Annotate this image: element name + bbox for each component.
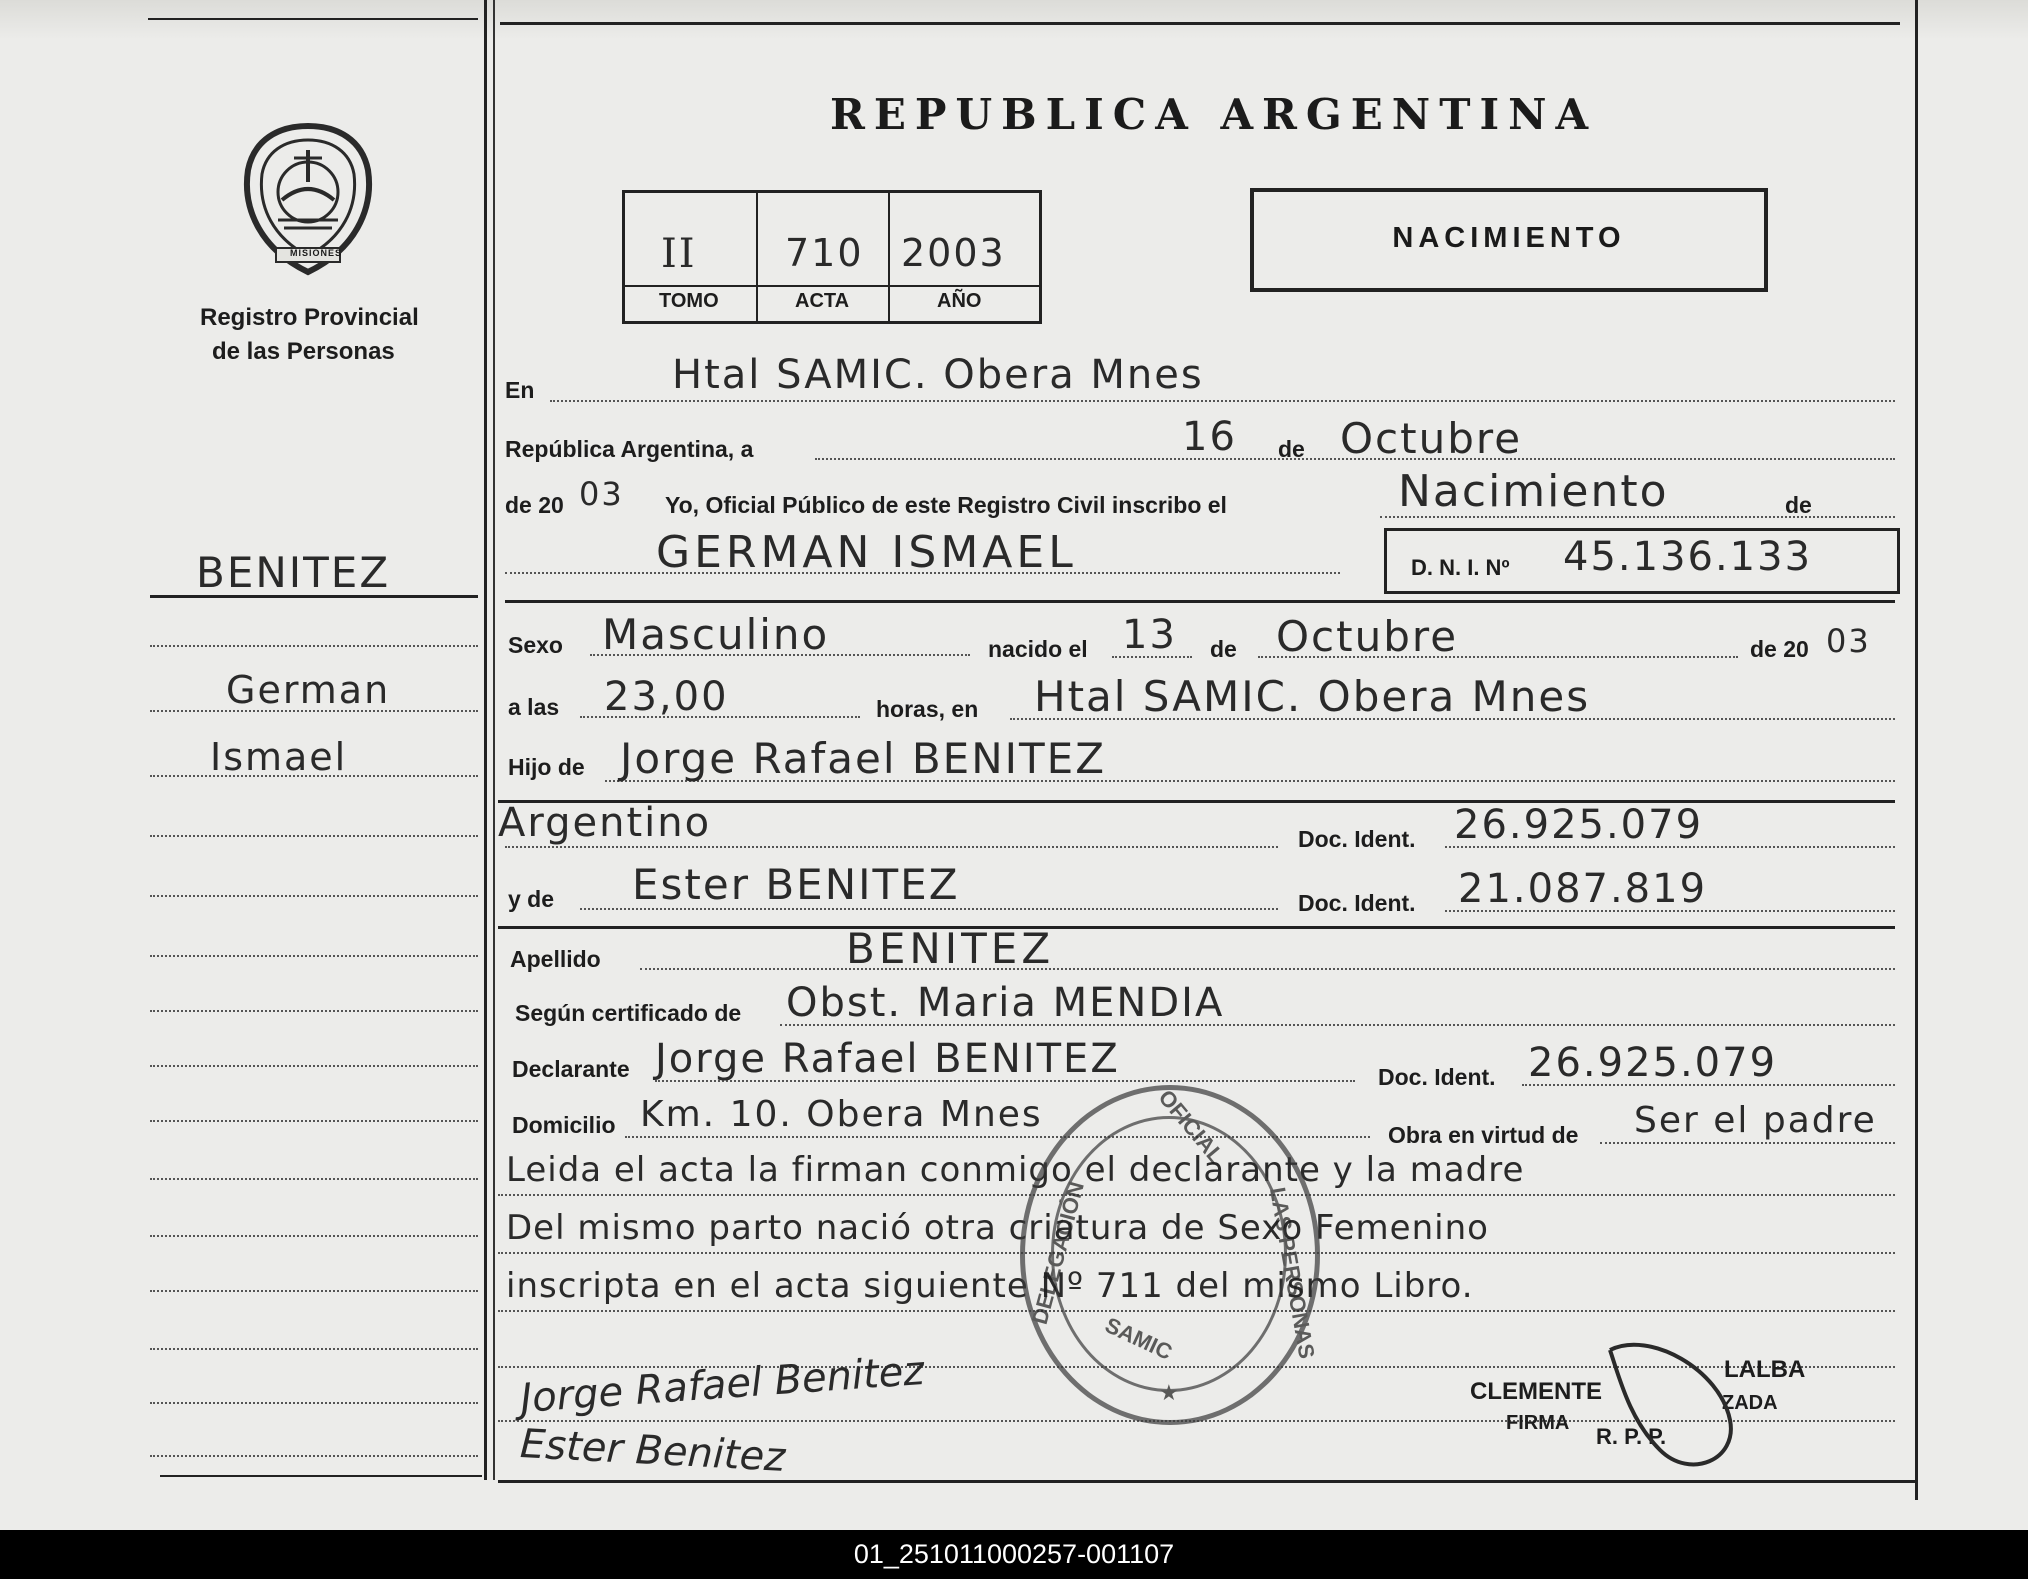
tomo-value: II: [661, 231, 697, 277]
official-signature-mark: [1590, 1330, 1750, 1480]
birth-place-value: Htal SAMIC. Obera Mnes: [1034, 672, 1591, 721]
margin-dotted-line: [150, 1065, 478, 1067]
day-value: 16: [1182, 414, 1237, 460]
margin-dotted-line: [150, 1235, 478, 1237]
book-reference-box: [622, 190, 1042, 324]
alas-label: a las: [508, 694, 560, 720]
stamp-text-center: SAMIC: [1101, 1312, 1177, 1365]
declarante-doc-label: Doc. Ident.: [1378, 1064, 1496, 1090]
column-divider-inner: [493, 0, 495, 1480]
declarante-value: Jorge Rafael BENITEZ: [655, 1036, 1120, 1082]
margin-surname: BENITEZ: [196, 548, 391, 597]
declarante-label: Declarante: [512, 1056, 630, 1082]
mother-signature: Ester Benitez: [518, 1421, 787, 1481]
obra-dotted-line: [1600, 1142, 1895, 1144]
section-rule-1: [505, 600, 1895, 603]
note-line1: Leida el acta la firman conmigo el declarante y la madre: [506, 1150, 1525, 1190]
nationality-dotted-line: [505, 846, 1278, 848]
margin-bottom-rule: [160, 1475, 482, 1477]
act-type-title: NACIMIENTO: [1392, 222, 1626, 254]
birth-year-suffix: 03: [1826, 622, 1871, 660]
stamp-star-icon: ★: [1159, 1380, 1179, 1405]
apellido-value: BENITEZ: [846, 924, 1055, 973]
child-name-value: GERMAN ISMAEL: [656, 527, 1077, 578]
official-rpp-label: R. P. P.: [1596, 1424, 1667, 1449]
father-signature: Jorge Rafael Benitez: [518, 1347, 926, 1423]
margin-dotted-line: [150, 775, 478, 777]
stamp-text-right: LAS PERSONAS: [1264, 1185, 1320, 1361]
act-value: Nacimiento: [1398, 466, 1669, 517]
year-suffix-value: 03: [579, 475, 624, 513]
hour-value: 23,00: [604, 674, 729, 720]
birth-day-value: 13: [1122, 612, 1177, 658]
segun-label: Según certificado de: [515, 1000, 742, 1026]
registry-name-line2: de las Personas: [212, 338, 395, 365]
margin-dotted-line: [150, 645, 478, 647]
tomo-label: TOMO: [659, 290, 719, 312]
acta-value: 710: [785, 231, 864, 275]
registry-name-line1: Registro Provincial: [200, 304, 419, 331]
obra-label: Obra en virtud de: [1388, 1122, 1579, 1148]
official-name-line1: CLEMENTE: [1470, 1378, 1602, 1405]
form-bottom-rule: [498, 1480, 1915, 1483]
father-doc-label: Doc. Ident.: [1298, 826, 1416, 852]
margin-dotted-line: [150, 1290, 478, 1292]
anio-label: AÑO: [937, 290, 982, 312]
declarante-doc-value: 26.925.079: [1528, 1040, 1778, 1086]
note-line2: Del mismo parto nació otra criatura de Sexo Femenino: [506, 1208, 1489, 1248]
en-label: En: [505, 377, 535, 403]
dni-label: D. N. I. Nº: [1411, 555, 1510, 580]
scan-id-label: 01_251011000257-001107: [0, 1530, 2028, 1579]
stamp-text-left: DELEGACIÓN: [1026, 1178, 1089, 1327]
father-nationality-value: Argentino: [498, 800, 712, 846]
top-rule-right: [500, 22, 1900, 25]
mother-doc-label: Doc. Ident.: [1298, 890, 1416, 916]
official-name-line2b: ZADA: [1722, 1392, 1778, 1414]
horas-label: horas, en: [876, 696, 979, 722]
margin-dotted-line: [150, 1348, 478, 1350]
margin-dotted-line: [150, 1402, 478, 1404]
domicilio-label: Domicilio: [512, 1112, 616, 1138]
sexo-label: Sexo: [508, 632, 563, 658]
office-stamp: [1020, 1085, 1320, 1425]
margin-dotted-line: [150, 1120, 478, 1122]
birth-year-prefix: de 20: [1750, 636, 1809, 662]
yde-label: y de: [508, 886, 555, 912]
margin-dotted-line: [150, 835, 478, 837]
note-line3: inscripta en el acta siguiente Nº 711 del mismo Libro.: [506, 1266, 1474, 1306]
margin-dotted-line: [150, 1010, 478, 1012]
dni-value: 45.136.133: [1563, 534, 1813, 580]
margin-dotted-line: [150, 1178, 478, 1180]
official-name-line1b: LALBA: [1724, 1356, 1806, 1383]
rep-label: República Argentina, a: [505, 436, 754, 462]
de-label-2: de: [1785, 492, 1812, 518]
act-type-box: [1250, 188, 1768, 292]
margin-dotted-line: [150, 895, 478, 897]
birth-month-value: Octubre: [1276, 612, 1459, 661]
acta-label: ACTA: [795, 290, 850, 312]
seal-caption: MISIONES: [290, 248, 343, 258]
de-label-3: de: [1210, 636, 1237, 662]
anio-value: 2003: [901, 231, 1006, 275]
certificado-value: Obst. Maria MENDIA: [786, 980, 1225, 1026]
margin-dotted-line: [150, 955, 478, 957]
de-label: de: [1278, 436, 1305, 462]
en-value: Htal SAMIC. Obera Mnes: [672, 352, 1204, 398]
official-firma-label: FIRMA: [1506, 1412, 1570, 1434]
margin-dotted-line: [150, 710, 478, 712]
top-rule-left: [148, 18, 478, 20]
country-title: REPUBLICA ARGENTINA: [830, 90, 1598, 139]
obra-value: Ser el padre: [1634, 1100, 1877, 1141]
stamp-text-top: OFICIAL: [1153, 1084, 1230, 1169]
apellido-dotted-line: [640, 968, 1895, 970]
nacido-label: nacido el: [988, 636, 1088, 662]
father-doc-value: 26.925.079: [1454, 802, 1704, 848]
mother-value: Ester BENITEZ: [632, 860, 960, 909]
yo-text: Yo, Oficial Público de este Registro Civil inscribo el: [665, 492, 1227, 518]
dni-box: [1384, 528, 1900, 594]
margin-dotted-line: [150, 1455, 478, 1457]
apellido-label: Apellido: [510, 946, 601, 972]
form-right-border: [1915, 0, 1918, 1500]
margin-surname-rule: [150, 595, 478, 598]
domicilio-value: Km. 10. Obera Mnes: [640, 1094, 1043, 1135]
father-value: Jorge Rafael BENITEZ: [620, 734, 1106, 783]
en-dotted-line: [550, 400, 1895, 402]
month-value: Octubre: [1340, 414, 1523, 463]
paper-shadow: [0, 0, 2028, 40]
hijo-label: Hijo de: [508, 754, 585, 780]
section-rule-3: [498, 926, 1895, 929]
year-prefix-label: de 20: [505, 492, 564, 518]
sexo-value: Masculino: [602, 610, 830, 659]
margin-name2: Ismael: [210, 735, 348, 779]
column-divider: [484, 0, 487, 1480]
mother-doc-value: 21.087.819: [1458, 866, 1708, 912]
margin-name1: German: [226, 668, 391, 712]
